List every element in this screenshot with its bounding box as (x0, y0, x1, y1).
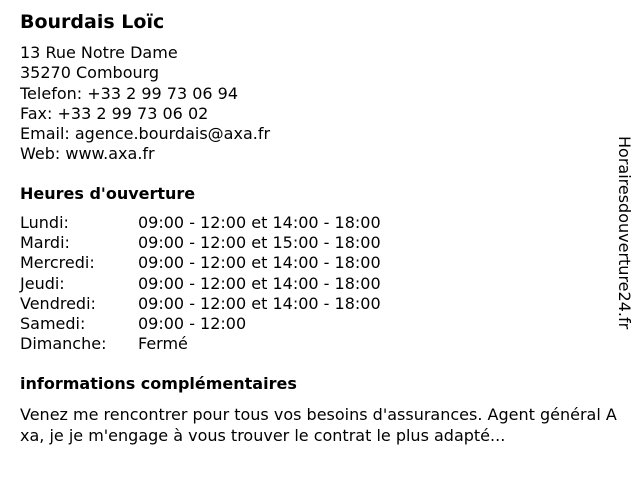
time-range: 09:00 - 12:00 et 14:00 - 18:00 (138, 293, 381, 313)
hours-row-mercredi (20, 253, 381, 273)
day-label: Jeudi: (20, 273, 65, 293)
city-address: 35270 Combourg (20, 63, 160, 83)
phone-number: Telefon: +33 2 99 73 06 94 (20, 83, 239, 103)
day-label: Samedi: (20, 314, 86, 334)
info-description: Venez me rencontrer pour tous vos besoins d'assurances. Agent général Axa, je je m'engage à vous trouver le contrat le plus adapté... (20, 405, 617, 445)
time-range: 09:00 - 12:00 et 15:00 - 18:00 (138, 233, 381, 253)
email-address: Email: agence.bourdais@axa.fr (20, 124, 271, 144)
opening-hours-table (20, 213, 381, 354)
contact-block (20, 43, 270, 165)
time-range: 09:00 - 12:00 et 14:00 - 18:00 (138, 273, 381, 293)
day-label: Lundi: (20, 213, 69, 232)
day-label: Mardi: (20, 233, 70, 253)
watermark-text: Horairesdouverture24.fr (615, 136, 634, 330)
hours-row-mardi (20, 233, 381, 253)
day-label: Dimanche: (20, 334, 107, 354)
hours-row-samedi (20, 314, 381, 334)
time-range: 09:00 - 12:00 et 14:00 - 18:00 (138, 253, 381, 273)
hours-row-dimanche (20, 334, 381, 354)
day-label: Vendredi: (20, 293, 96, 313)
business-name: Bourdais Loïc (20, 11, 165, 33)
website-link: Web: www.axa.fr (20, 144, 155, 164)
hours-row-lundi (20, 213, 381, 233)
time-range: Fermé (138, 334, 188, 354)
street-address: 13 Rue Notre Dame (20, 43, 178, 62)
fax-number: Fax: +33 2 99 73 06 02 (20, 103, 209, 123)
hours-row-vendredi (20, 294, 381, 314)
hours-title: Heures d'ouverture (20, 184, 196, 203)
day-label: Mercredi: (20, 253, 95, 273)
info-title: informations complémentaires (20, 374, 297, 393)
time-range: 09:00 - 12:00 et 14:00 - 18:00 (138, 213, 381, 232)
hours-row-jeudi (20, 274, 381, 294)
time-range: 09:00 - 12:00 (138, 314, 247, 334)
